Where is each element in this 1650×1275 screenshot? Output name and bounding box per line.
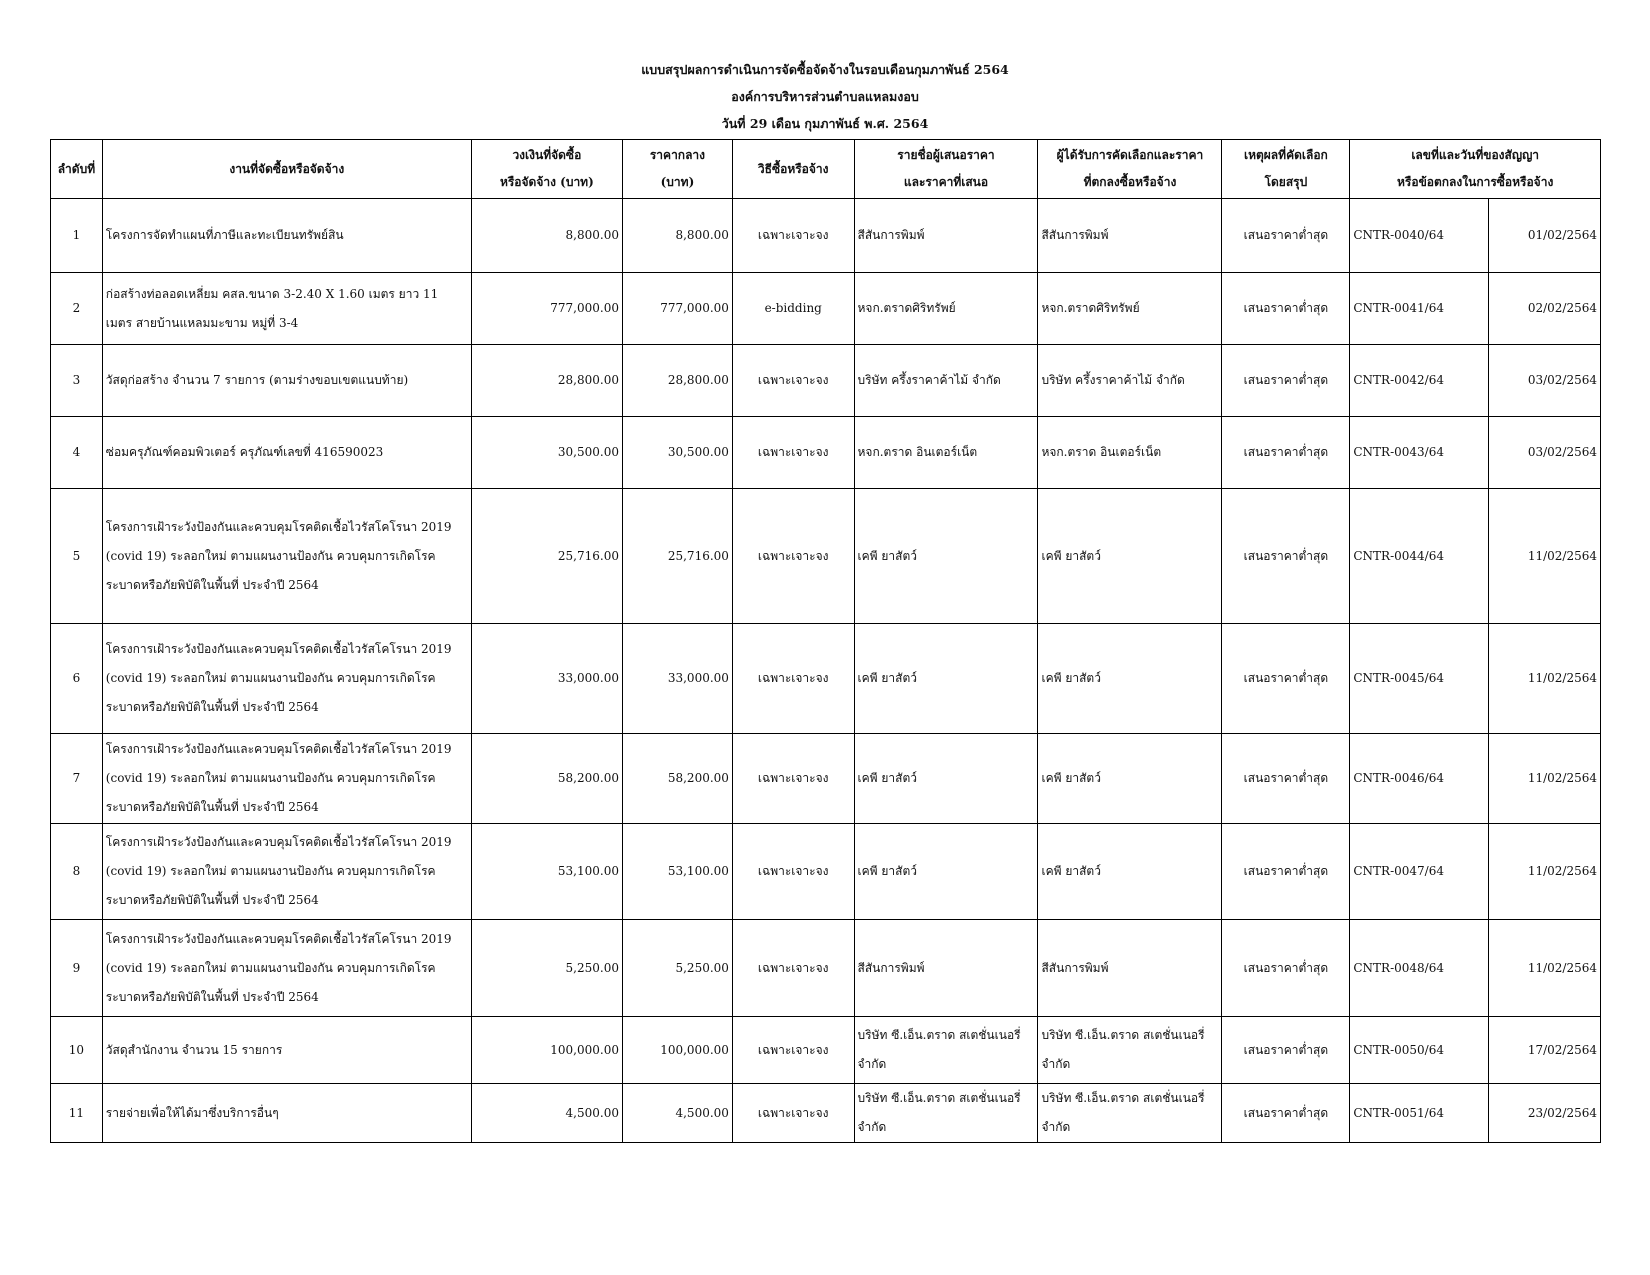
procurement-method: เฉพาะเจาะจง (732, 199, 854, 273)
procurement-method: เฉพาะเจาะจง (732, 417, 854, 489)
contract-number: CNTR-0047/64 (1350, 824, 1489, 920)
task-description: โครงการเฝ้าระวังป้องกันและควบคุมโรคติดเชื้อไวรัสโคโรนา 2019 (covid 19) ระลอกใหม่ ตามแผนงานป้องกัน ควบคุมการเกิดโรคระบาดหรือภัยพิบัติในพื้นที่ ประจำปี 2564 (102, 734, 471, 824)
procurement-method: เฉพาะเจาะจง (732, 734, 854, 824)
contract-number: CNTR-0044/64 (1350, 489, 1489, 624)
selected-vendor: สีสันการพิมพ์ (1038, 920, 1222, 1017)
bidder-list: สีสันการพิมพ์ (854, 199, 1038, 273)
procurement-method: เฉพาะเจาะจง (732, 824, 854, 920)
row-number: 6 (51, 624, 103, 734)
budget-amount: 4,500.00 (471, 1084, 622, 1143)
contract-number: CNTR-0045/64 (1350, 624, 1489, 734)
bidder-list: เคพี ยาสัตว์ (854, 824, 1038, 920)
contract-date: 11/02/2564 (1488, 489, 1600, 624)
contract-number: CNTR-0050/64 (1350, 1017, 1489, 1084)
row-number: 2 (51, 273, 103, 345)
contract-date: 11/02/2564 (1488, 624, 1600, 734)
col-header-budget: วงเงินที่จัดซื้อ หรือจัดจ้าง (บาท) (471, 140, 622, 199)
row-number: 11 (51, 1084, 103, 1143)
row-number: 9 (51, 920, 103, 1017)
budget-amount: 28,800.00 (471, 345, 622, 417)
row-number: 10 (51, 1017, 103, 1084)
budget-amount: 33,000.00 (471, 624, 622, 734)
budget-amount: 58,200.00 (471, 734, 622, 824)
task-description: ซ่อมครุภัณฑ์คอมพิวเตอร์ ครุภัณฑ์เลขที่ 416590023 (102, 417, 471, 489)
procurement-method: เฉพาะเจาะจง (732, 345, 854, 417)
selected-vendor: เคพี ยาสัตว์ (1038, 734, 1222, 824)
median-price: 30,500.00 (622, 417, 732, 489)
procurement-method: เฉพาะเจาะจง (732, 920, 854, 1017)
procurement-method: เฉพาะเจาะจง (732, 1017, 854, 1084)
contract-number: CNTR-0042/64 (1350, 345, 1489, 417)
procurement-method: e-bidding (732, 273, 854, 345)
contract-date: 02/02/2564 (1488, 273, 1600, 345)
selected-vendor: บริษัท ครึ้งราคาค้าไม้ จำกัด (1038, 345, 1222, 417)
table-body (51, 199, 1601, 1143)
selected-vendor: เคพี ยาสัตว์ (1038, 824, 1222, 920)
median-price: 28,800.00 (622, 345, 732, 417)
task-description: โครงการเฝ้าระวังป้องกันและควบคุมโรคติดเชื้อไวรัสโคโรนา 2019 (covid 19) ระลอกใหม่ ตามแผนงานป้องกัน ควบคุมการเกิดโรคระบาดหรือภัยพิบัติในพื้นที่ ประจำปี 2564 (102, 920, 471, 1017)
task-description: โครงการจัดทำแผนที่ภาษีและทะเบียนทรัพย์สิน (102, 199, 471, 273)
task-description: วัสดุสำนักงาน จำนวน 15 รายการ (102, 1017, 471, 1084)
contract-number: CNTR-0043/64 (1350, 417, 1489, 489)
selection-reason: เสนอราคาต่ำสุด (1222, 920, 1350, 1017)
selection-reason: เสนอราคาต่ำสุด (1222, 624, 1350, 734)
table-row (51, 824, 1601, 920)
budget-amount: 100,000.00 (471, 1017, 622, 1084)
contract-date: 11/02/2564 (1488, 734, 1600, 824)
selected-vendor: บริษัท ซี.เอ็น.ตราด สเตชั่นเนอรี่ จำกัด (1038, 1017, 1222, 1084)
selected-vendor: บริษัท ซี.เอ็น.ตราด สเตชั่นเนอรี่ จำกัด (1038, 1084, 1222, 1143)
table-row (51, 345, 1601, 417)
col-header-reason: เหตุผลที่คัดเลือก โดยสรุป (1222, 140, 1350, 199)
median-price: 33,000.00 (622, 624, 732, 734)
selection-reason: เสนอราคาต่ำสุด (1222, 734, 1350, 824)
budget-amount: 53,100.00 (471, 824, 622, 920)
selection-reason: เสนอราคาต่ำสุด (1222, 489, 1350, 624)
row-number: 7 (51, 734, 103, 824)
bidder-list: หจก.ตราด อินเตอร์เน็ต (854, 417, 1038, 489)
bidder-list: บริษัท ครึ้งราคาค้าไม้ จำกัด (854, 345, 1038, 417)
selected-vendor: หจก.ตราดศิริทรัพย์ (1038, 273, 1222, 345)
col-header-bidders: รายชื่อผู้เสนอราคา และราคาที่เสนอ (854, 140, 1038, 199)
table-row (51, 199, 1601, 273)
contract-number: CNTR-0048/64 (1350, 920, 1489, 1017)
task-description: โครงการเฝ้าระวังป้องกันและควบคุมโรคติดเชื้อไวรัสโคโรนา 2019 (covid 19) ระลอกใหม่ ตามแผนงานป้องกัน ควบคุมการเกิดโรคระบาดหรือภัยพิบัติในพื้นที่ ประจำปี 2564 (102, 824, 471, 920)
contract-number: CNTR-0040/64 (1350, 199, 1489, 273)
task-description: รายจ่ายเพื่อให้ได้มาซึ่งบริการอื่นๆ (102, 1084, 471, 1143)
document-header (0, 56, 1650, 137)
table-row (51, 734, 1601, 824)
document-title: แบบสรุปผลการดำเนินการจัดซื้อจัดจ้างในรอบเดือนกุมภาพันธ์ 2564 (641, 62, 1009, 77)
selection-reason: เสนอราคาต่ำสุด (1222, 824, 1350, 920)
selected-vendor: หจก.ตราด อินเตอร์เน็ต (1038, 417, 1222, 489)
selection-reason: เสนอราคาต่ำสุด (1222, 345, 1350, 417)
row-number: 1 (51, 199, 103, 273)
median-price: 777,000.00 (622, 273, 732, 345)
contract-date: 01/02/2564 (1488, 199, 1600, 273)
bidder-list: บริษัท ซี.เอ็น.ตราด สเตชั่นเนอรี่ จำกัด (854, 1017, 1038, 1084)
row-number: 4 (51, 417, 103, 489)
table-row (51, 489, 1601, 624)
budget-amount: 30,500.00 (471, 417, 622, 489)
contract-date: 03/02/2564 (1488, 345, 1600, 417)
table-row (51, 417, 1601, 489)
bidder-list: บริษัท ซี.เอ็น.ตราด สเตชั่นเนอรี่ จำกัด (854, 1084, 1038, 1143)
selected-vendor: เคพี ยาสัตว์ (1038, 489, 1222, 624)
selection-reason: เสนอราคาต่ำสุด (1222, 273, 1350, 345)
task-description: โครงการเฝ้าระวังป้องกันและควบคุมโรคติดเชื้อไวรัสโคโรนา 2019 (covid 19) ระลอกใหม่ ตามแผนงานป้องกัน ควบคุมการเกิดโรคระบาดหรือภัยพิบัติในพื้นที่ ประจำปี 2564 (102, 489, 471, 624)
median-price: 8,800.00 (622, 199, 732, 273)
row-number: 5 (51, 489, 103, 624)
contract-date: 03/02/2564 (1488, 417, 1600, 489)
col-header-no: ลำดับที่ (51, 140, 103, 199)
task-description: โครงการเฝ้าระวังป้องกันและควบคุมโรคติดเชื้อไวรัสโคโรนา 2019 (covid 19) ระลอกใหม่ ตามแผนงานป้องกัน ควบคุมการเกิดโรคระบาดหรือภัยพิบัติในพื้นที่ ประจำปี 2564 (102, 624, 471, 734)
median-price: 100,000.00 (622, 1017, 732, 1084)
table-row (51, 624, 1601, 734)
task-description: ก่อสร้างท่อลอดเหลี่ยม คสล.ขนาด 3-2.40 X 1.60 เมตร ยาว 11 เมตร สายบ้านแหลมมะขาม หมู่ที่ 3-4 (102, 273, 471, 345)
col-header-median-price: ราคากลาง (บาท) (622, 140, 732, 199)
procurement-method: เฉพาะเจาะจง (732, 489, 854, 624)
bidder-list: หจก.ตราดศิริทรัพย์ (854, 273, 1038, 345)
bidder-list: เคพี ยาสัตว์ (854, 489, 1038, 624)
budget-amount: 8,800.00 (471, 199, 622, 273)
median-price: 4,500.00 (622, 1084, 732, 1143)
selected-vendor: สีสันการพิมพ์ (1038, 199, 1222, 273)
contract-date: 17/02/2564 (1488, 1017, 1600, 1084)
bidder-list: สีสันการพิมพ์ (854, 920, 1038, 1017)
organization-name: องค์การบริหารส่วนตำบลแหลมงอบ (731, 89, 919, 104)
document-date: วันที่ 29 เดือน กุมภาพันธ์ พ.ศ. 2564 (721, 116, 929, 131)
median-price: 58,200.00 (622, 734, 732, 824)
task-description: วัสดุก่อสร้าง จำนวน 7 รายการ (ตามร่างขอบเขตแนบท้าย) (102, 345, 471, 417)
contract-number: CNTR-0041/64 (1350, 273, 1489, 345)
median-price: 5,250.00 (622, 920, 732, 1017)
procurement-method: เฉพาะเจาะจง (732, 624, 854, 734)
median-price: 25,716.00 (622, 489, 732, 624)
col-header-contract: เลขที่และวันที่ของสัญญา หรือข้อตกลงในการซื้อหรือจ้าง (1350, 140, 1601, 199)
table-header-row (51, 140, 1601, 199)
median-price: 53,100.00 (622, 824, 732, 920)
col-header-winner: ผู้ได้รับการคัดเลือกและราคา ที่ตกลงซื้อหรือจ้าง (1038, 140, 1222, 199)
bidder-list: เคพี ยาสัตว์ (854, 624, 1038, 734)
budget-amount: 777,000.00 (471, 273, 622, 345)
contract-number: CNTR-0051/64 (1350, 1084, 1489, 1143)
selection-reason: เสนอราคาต่ำสุด (1222, 1084, 1350, 1143)
procurement-method: เฉพาะเจาะจง (732, 1084, 854, 1143)
row-number: 8 (51, 824, 103, 920)
contract-number: CNTR-0046/64 (1350, 734, 1489, 824)
table-row (51, 1084, 1601, 1143)
col-header-method: วิธีซื้อหรือจ้าง (732, 140, 854, 199)
budget-amount: 25,716.00 (471, 489, 622, 624)
contract-date: 23/02/2564 (1488, 1084, 1600, 1143)
bidder-list: เคพี ยาสัตว์ (854, 734, 1038, 824)
row-number: 3 (51, 345, 103, 417)
table-row (51, 273, 1601, 345)
selection-reason: เสนอราคาต่ำสุด (1222, 199, 1350, 273)
budget-amount: 5,250.00 (471, 920, 622, 1017)
contract-date: 11/02/2564 (1488, 824, 1600, 920)
contract-date: 11/02/2564 (1488, 920, 1600, 1017)
procurement-table (50, 139, 1601, 1143)
col-header-task: งานที่จัดซื้อหรือจัดจ้าง (102, 140, 471, 199)
table-row (51, 920, 1601, 1017)
selection-reason: เสนอราคาต่ำสุด (1222, 1017, 1350, 1084)
selection-reason: เสนอราคาต่ำสุด (1222, 417, 1350, 489)
table-row (51, 1017, 1601, 1084)
selected-vendor: เคพี ยาสัตว์ (1038, 624, 1222, 734)
